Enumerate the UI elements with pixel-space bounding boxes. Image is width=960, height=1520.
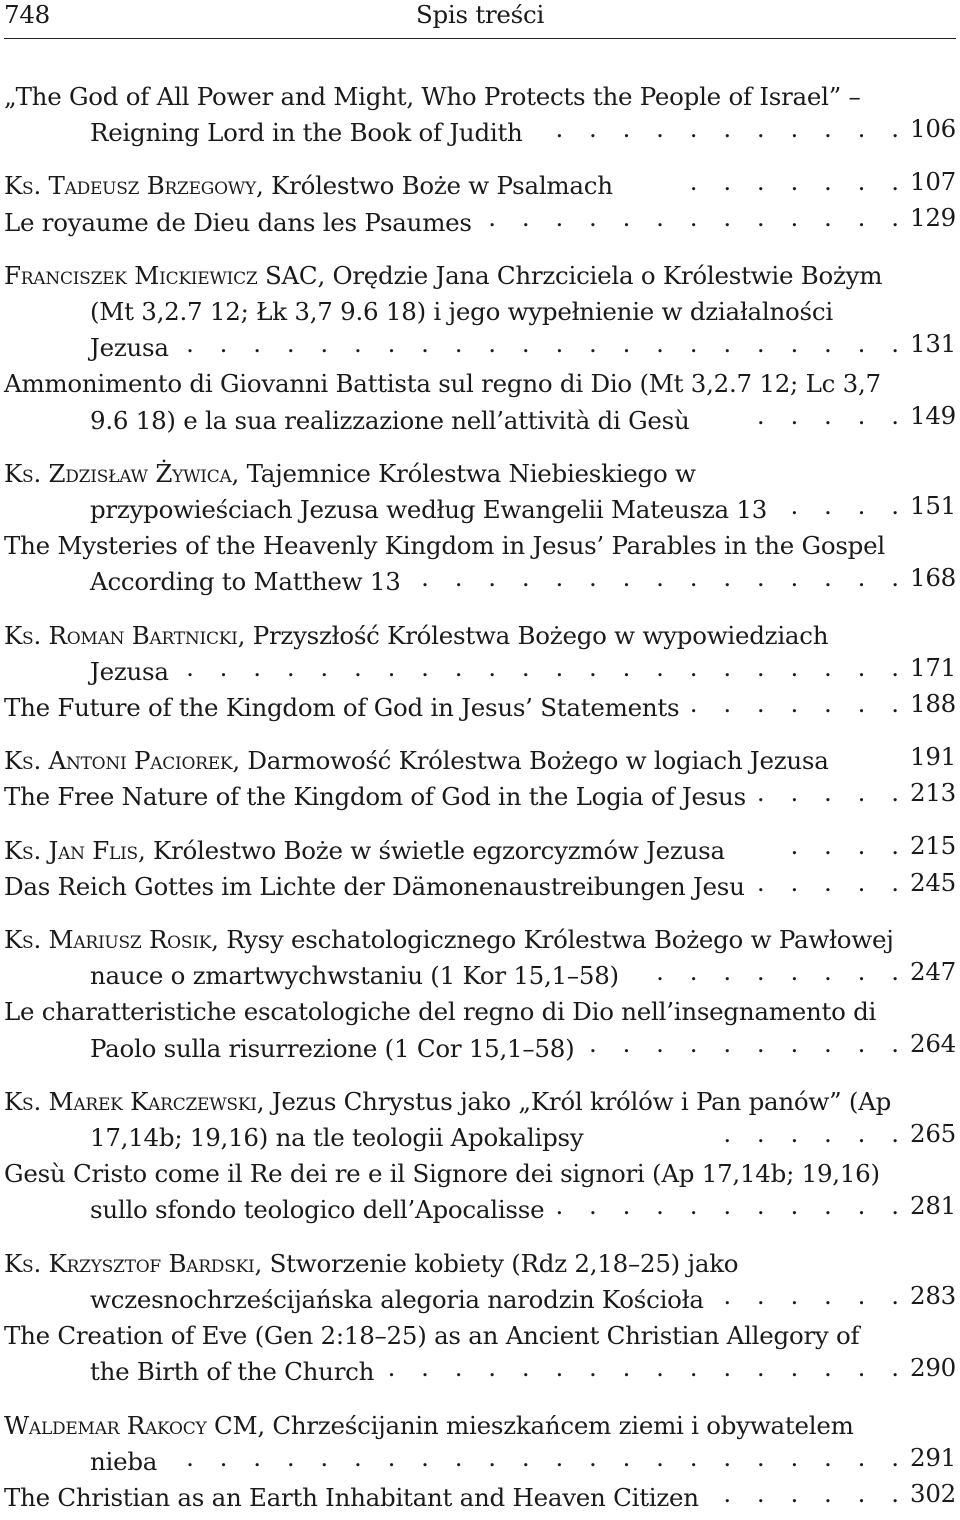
- toc-entry-text: The Mysteries of the Heavenly Kingdom in Jesus’ Parables in the Gospel According to Matthew 13: [4, 531, 885, 597]
- toc-entry-page: 245: [909, 867, 956, 897]
- toc-entry-text: Gesù Cristo come il Re dei re e il Signore dei signori (Ap 17,14b; 19,16) sullo sfondo teologico dell’Apocalisse: [4, 1159, 880, 1225]
- toc-entry[interactable]: [4, 528, 956, 600]
- running-header: [4, 0, 956, 39]
- toc-entry-text: , Tajemnice Królestwa Niebieskiego w przypowieściach Jezusa według Ewangelii Mateusza 13: [90, 458, 768, 525]
- toc-group: [4, 1408, 956, 1517]
- toc-entry[interactable]: [4, 1408, 956, 1480]
- running-title: Spis treści: [415, 0, 545, 29]
- toc-entry-text: , Chrześcijanin mieszkańcem ziemi i obywatelem nieba: [90, 1410, 854, 1476]
- toc-entry-title: [4, 459, 767, 524]
- toc-entry-text: Le charatteristiche escatologiche del regno di Dio nell’insegnamento di Paolo sulla risurrezione (1 Cor 15,1–58): [4, 997, 877, 1063]
- toc-entry-title: [4, 1483, 699, 1512]
- leader-dots: . . . . . . . . . .: [589, 1029, 908, 1059]
- toc-entry-author: Franciszek Mickiewicz SAC: [4, 260, 318, 290]
- toc-entry-text: Ammonimento di Giovanni Battista sul regno di Dio (Mt 3,2.7 12; Lc 3,7 9.6 18) e la sua realizzazione nell’attività di Gesù: [4, 369, 881, 435]
- toc-entry-title: [4, 208, 472, 237]
- toc-entry-page: 265: [909, 1118, 956, 1148]
- table-of-contents: [4, 79, 956, 1516]
- leader-dots: . . . . . .: [723, 1280, 908, 1310]
- toc-entry-text: Le royaume de Dieu dans les Psaumes: [4, 207, 472, 237]
- leader-dots: . . . . . .: [723, 1118, 908, 1148]
- toc-entry-page: 247: [909, 957, 956, 987]
- toc-entry-title: [4, 872, 745, 901]
- toc-entry-author: Ks. Tadeusz Brzegowy: [4, 171, 256, 201]
- toc-entry-text: The Future of the Kingdom of God in Jesus’ Statements: [4, 693, 680, 723]
- toc-entry-page: 291: [909, 1442, 956, 1472]
- toc-group: [4, 743, 956, 815]
- toc-entry[interactable]: [4, 366, 956, 438]
- toc-group: [4, 922, 956, 1067]
- toc-entry-leader: [555, 111, 956, 147]
- toc-entry-text: , Przyszłość Królestwa Bożego w wypowiedziach Jezusa: [90, 620, 829, 686]
- toc-entry-page: 168: [909, 563, 956, 593]
- toc-entry-text: , Rysy eschatologicznego Królestwa Bożego w Pawłowej nauce o zmartwychwstaniu (1 Kor 15,1–58): [90, 925, 894, 991]
- toc-entry-title: [4, 1249, 738, 1314]
- toc-entry-author: Ks. Zdzisław Żywica: [4, 458, 232, 488]
- leader-dots: . . . .: [790, 831, 908, 861]
- toc-entry-page: 281: [909, 1191, 956, 1221]
- leader-dots: . . . . . . . . . . .: [555, 114, 908, 144]
- toc-entry[interactable]: [4, 618, 956, 690]
- toc-entry-leader: [656, 954, 956, 990]
- toc-group: [4, 618, 956, 727]
- toc-entry-leader: [690, 686, 956, 722]
- toc-entry-leader: [186, 1440, 956, 1476]
- toc-entry-leader: [790, 488, 956, 524]
- leader-dots: . . . . . . . . . . . . . . .: [421, 563, 908, 593]
- toc-entry-text: Das Reich Gottes im Lichte der Dämonenaustreibungen Jesu: [4, 871, 745, 901]
- toc-group: [4, 168, 956, 240]
- toc-entry[interactable]: [4, 168, 956, 204]
- toc-entry-page: 149: [909, 401, 956, 431]
- toc-entry-author: Ks. Roman Bartnicki: [4, 620, 238, 650]
- toc-entry[interactable]: [4, 258, 956, 367]
- toc-entry-leader: [723, 1476, 956, 1512]
- toc-entry-page: 188: [909, 688, 956, 718]
- toc-entry[interactable]: [4, 1246, 956, 1318]
- toc-entry-page: 151: [909, 490, 956, 520]
- toc-entry-page: 302: [909, 1478, 956, 1508]
- toc-entry[interactable]: [4, 1318, 956, 1390]
- toc-group: [4, 258, 956, 439]
- toc-entry-leader: [757, 398, 956, 434]
- toc-entry[interactable]: [4, 205, 956, 241]
- toc-entry-leader: [589, 1026, 956, 1062]
- toc-entry-text: , Orędzie Jana Chrzciciela o Królestwie Bożym (Mt 3,2.7 12; Łk 3,7 9.6 18) i jego wypełnienie w działalności Jezusa: [90, 260, 883, 363]
- toc-entry-text: , Królestwo Boże w świetle egzorcyzmów Jezusa: [137, 835, 725, 865]
- leader-dots: . . . . . . .: [689, 167, 908, 197]
- toc-entry-leader: [388, 1350, 956, 1386]
- toc-entry-leader: [186, 650, 956, 686]
- leader-dots: . . . . . . . . . . . . . . . . . . . . . .: [186, 652, 908, 682]
- leader-dots: . . . . .: [756, 401, 908, 431]
- toc-entry[interactable]: [4, 456, 956, 528]
- toc-entry-text: The Christian as an Earth Inhabitant and Heaven Citizen: [4, 1482, 699, 1512]
- toc-entry[interactable]: [4, 922, 956, 994]
- toc-entry-leader: [790, 828, 956, 864]
- toc-entry-leader: [723, 1116, 956, 1152]
- toc-entry-page: 129: [909, 203, 956, 233]
- leader-dots: . . . . . . . . . . . . . . . . . . . . . .: [186, 329, 908, 359]
- toc-entry-leader: [421, 560, 956, 596]
- toc-entry-page: 283: [909, 1280, 956, 1310]
- toc-entry-page: 191: [909, 742, 956, 772]
- toc-entry-title: [4, 836, 725, 865]
- leader-dots: . . . . . . . . . . . . .: [488, 203, 908, 233]
- toc-entry-page: 290: [909, 1353, 956, 1383]
- page-number: 748: [4, 0, 51, 29]
- toc-entry[interactable]: [4, 743, 956, 779]
- toc-entry[interactable]: [4, 994, 956, 1066]
- toc-entry-text: , Darmowość Królestwa Bożego w logiach Jezusa: [232, 746, 829, 776]
- toc-entry-text: , Królestwo Boże w Psalmach: [256, 171, 613, 201]
- toc-entry-text: , Stworzenie kobiety (Rdz 2,18–25) jako wczesnochrześcijańska alegoria narodzin Kościoła: [90, 1248, 739, 1314]
- leader-dots: . . . . . . . . . . .: [555, 1191, 908, 1221]
- toc-entry-author: Ks. Jan Flis: [4, 835, 138, 865]
- leader-dots: . . . . . .: [723, 1478, 908, 1508]
- toc-group: [4, 1246, 956, 1391]
- toc-entry-page: 131: [909, 329, 956, 359]
- toc-group: [4, 833, 956, 905]
- toc-entry[interactable]: [4, 779, 956, 815]
- toc-entry-leader: [690, 164, 956, 200]
- toc-entry-author: Ks. Mariusz Rosik: [4, 925, 212, 955]
- leader-dots: . . . . . . . . . . . . . . . .: [387, 1353, 908, 1383]
- toc-entry-leader: [757, 865, 956, 901]
- toc-entry-page: 171: [909, 652, 956, 682]
- leader-dots: . . . . .: [756, 778, 908, 808]
- toc-entry-leader: [723, 1278, 956, 1314]
- toc-entry[interactable]: [4, 1156, 956, 1228]
- toc-entry-leader: [555, 1188, 956, 1224]
- leader-dots: . . . . . . .: [689, 688, 908, 718]
- toc-entry-author: Ks. Krzysztof Bardski: [4, 1248, 255, 1278]
- toc-entry[interactable]: [4, 833, 956, 869]
- toc-entry[interactable]: [4, 869, 956, 905]
- toc-entry[interactable]: [4, 79, 956, 151]
- toc-entry-leader: [908, 739, 956, 775]
- leader-dots: . . . .: [790, 490, 908, 520]
- toc-entry-author: Ks. Marek Karczewski: [4, 1086, 257, 1116]
- toc-entry-page: 106: [909, 114, 956, 144]
- toc-group: [4, 456, 956, 601]
- toc-entry[interactable]: [4, 1084, 956, 1156]
- toc-entry-page: 107: [909, 167, 956, 197]
- toc-entry-title: [4, 746, 829, 775]
- toc-entry-page: 264: [909, 1029, 956, 1059]
- toc-entry-leader: [186, 326, 956, 362]
- toc-entry-title: [4, 693, 679, 722]
- toc-group: [4, 79, 956, 151]
- toc-entry[interactable]: [4, 1480, 956, 1516]
- toc-entry-title: [4, 171, 613, 200]
- toc-entry-leader: [757, 775, 956, 811]
- toc-entry-author: Ks. Antoni Paciorek: [4, 746, 233, 776]
- toc-entry-page: 215: [909, 831, 956, 861]
- toc-entry-text: , Jezus Chrystus jako „Król królów i Pan panów” (Ap 17,14b; 19,16) na tle teologii Apokalipsy: [90, 1086, 892, 1153]
- toc-entry-text: „The God of All Power and Might, Who Protects the People of Israel” – Reigning Lord in the Book of Judith: [4, 82, 861, 148]
- toc-entry-text: The Free Nature of the Kingdom of God in the Logia of Jesus: [4, 782, 746, 812]
- toc-group: [4, 1084, 956, 1229]
- toc-entry-page: 213: [909, 778, 956, 808]
- leader-dots: . . . . . . . . . . . . . . . . . . . . . .: [186, 1442, 908, 1472]
- toc-entry[interactable]: [4, 690, 956, 726]
- toc-entry-leader: [488, 200, 956, 236]
- toc-entry-author: Waldemar Rakocy CM: [4, 1410, 258, 1440]
- toc-entry-text: The Creation of Eve (Gen 2:18–25) as an Ancient Christian Allegory of the Birth of the Church: [4, 1321, 860, 1387]
- leader-dots: . . . . .: [756, 867, 908, 897]
- toc-entry-title: [4, 369, 881, 434]
- toc-entry-title: [4, 782, 746, 811]
- leader-dots: . . . . . . . .: [656, 957, 908, 987]
